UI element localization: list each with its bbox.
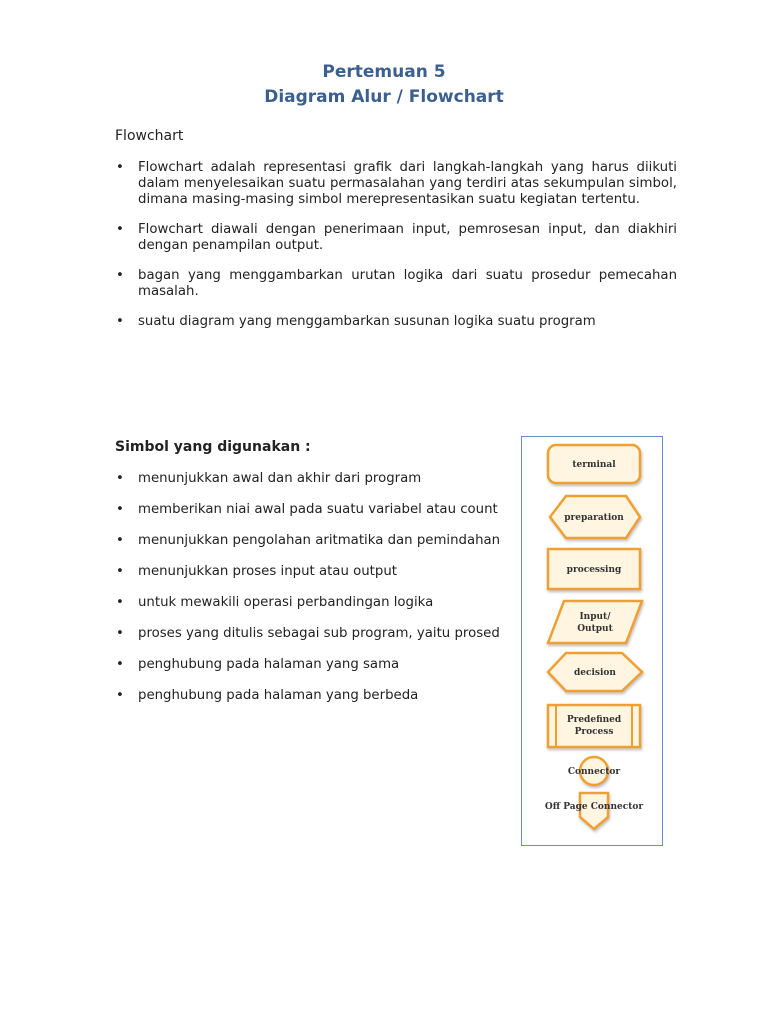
section-heading-symbols: Simbol yang digunakan : (115, 439, 311, 455)
predefined-process-label-1: Predefined (566, 715, 622, 725)
list-item: • penghubung pada halaman yang sama (115, 657, 525, 688)
symbol-description-list (115, 471, 525, 719)
flowchart-symbols-figure (521, 436, 663, 846)
decision-label: decision (574, 668, 616, 678)
preparation-label: preparation (564, 513, 624, 523)
terminal-label: terminal (572, 460, 616, 470)
list-item: • Flowchart adalah representasi grafik dari langkah-langkah yang harus diikuti dalam menyelesaikan suatu permasalahan yang terdiri atas sekumpulan simbol, dimana masing-masing simbol merepresentasikan suatu kegiatan tertentu. (115, 160, 677, 208)
connector-label: Connector (567, 767, 621, 777)
list-item: • memberikan niai awal pada suatu variabel atau count (115, 502, 525, 533)
input-output-label-1: Input/ (579, 612, 611, 622)
list-item: • menunjukkan awal dan akhir dari program (115, 471, 525, 502)
list-item: • proses yang ditulis sebagai sub program, yaitu prosed (115, 626, 525, 657)
flowchart-symbols-svg (522, 437, 662, 845)
list-item: • suatu diagram yang menggambarkan susunan logika suatu program (115, 314, 677, 330)
input-output-symbol (548, 601, 642, 643)
processing-label: processing (566, 565, 622, 575)
list-item: • bagan yang menggambarkan urutan logika dari suatu prosedur pemecahan masalah. (115, 268, 677, 300)
predefined-process-label-2: Process (574, 727, 614, 737)
page-title-line1: Pertemuan 5 (322, 62, 446, 82)
section-heading-flowchart: Flowchart (115, 128, 184, 144)
list-item: • penghubung pada halaman yang berbeda (115, 688, 525, 719)
list-item: • Flowchart diawali dengan penerimaan input, pemrosesan input, dan diakhiri dengan penampilan output. (115, 222, 677, 254)
off-page-connector-label: Off Page Connector (544, 802, 644, 812)
flowchart-definition-list (115, 160, 677, 344)
list-item: • menunjukkan proses input atau output (115, 564, 525, 595)
predefined-process-symbol (548, 705, 640, 747)
list-item: • untuk mewakili operasi perbandingan logika (115, 595, 525, 626)
input-output-label-2: Output (577, 624, 613, 634)
list-item: • menunjukkan pengolahan aritmatika dan pemindahan (115, 533, 525, 564)
page-title-line2: Diagram Alur / Flowchart (264, 87, 504, 107)
